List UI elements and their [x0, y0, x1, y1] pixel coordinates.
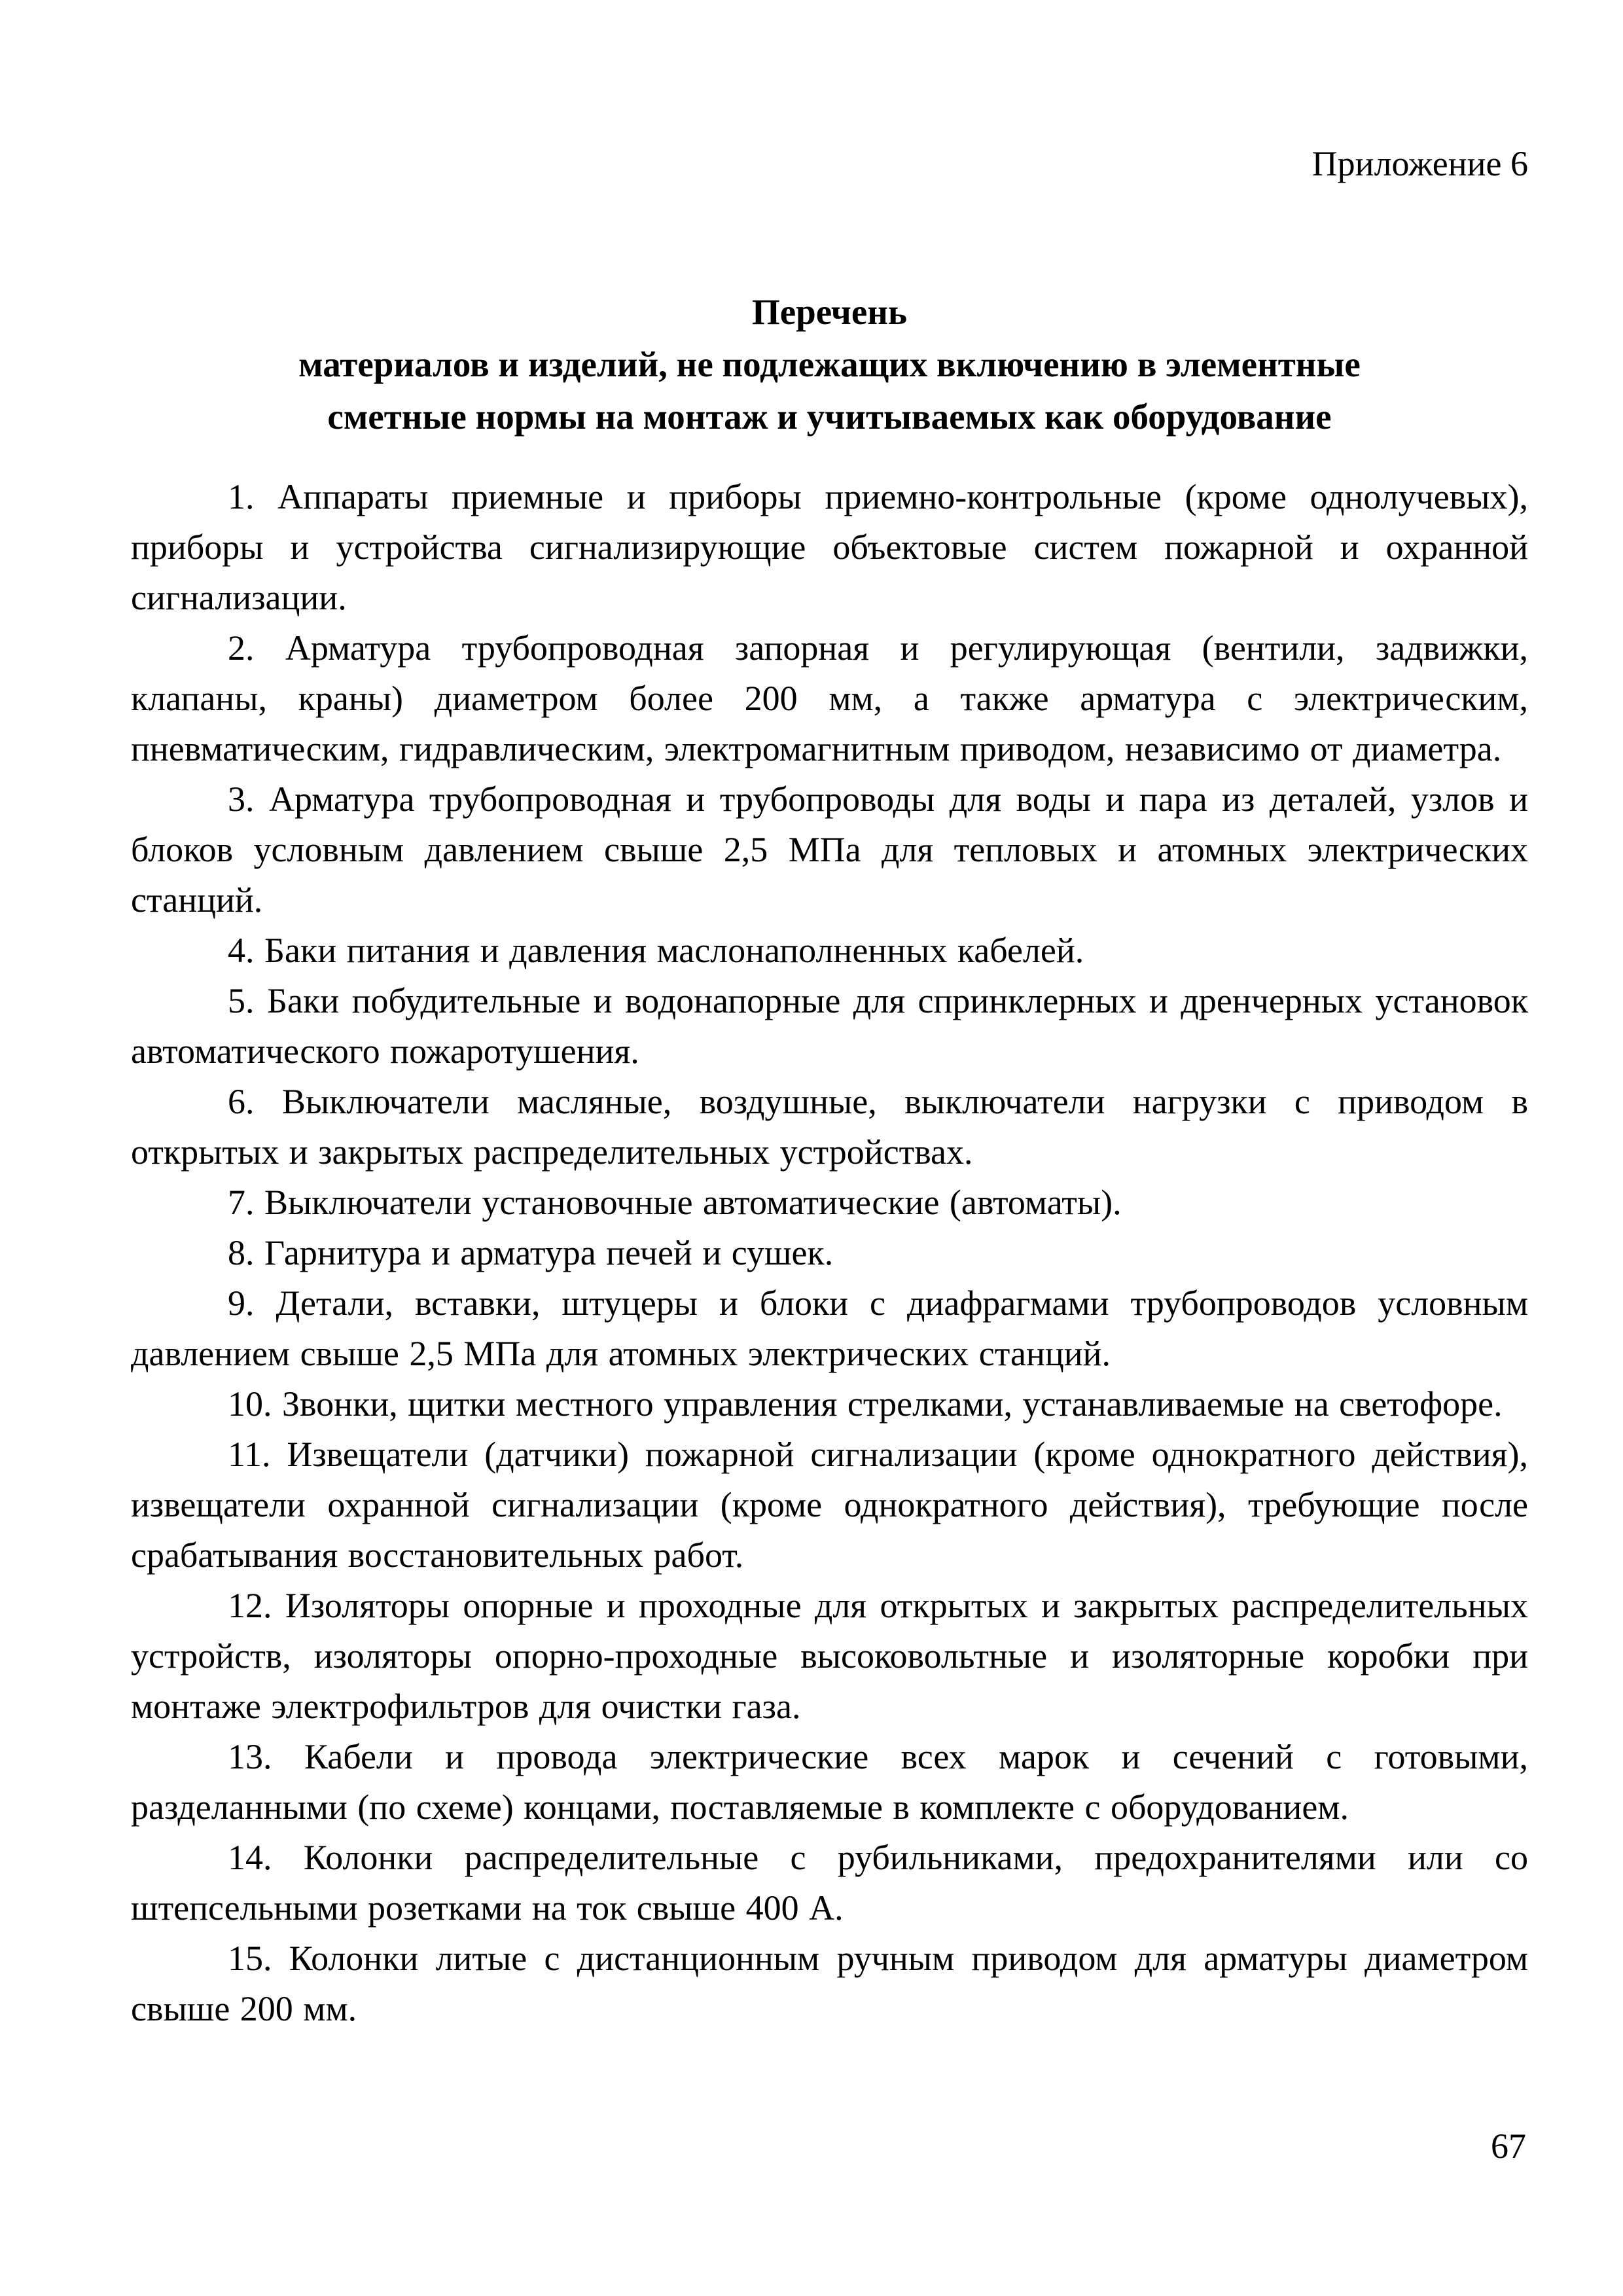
list-item-4: 4. Баки питания и давления маслонаполненных кабелей. — [228, 931, 1084, 970]
list-item-8: 8. Гарнитура и арматура печей и сушек. — [228, 1233, 834, 1272]
text-block — [131, 0, 1528, 2034]
list-item-6: 6. Выключатели масляные, воздушные, выключатели нагрузки с приводом в открытых и закрытых распределительных устройствах. — [131, 1082, 1528, 1172]
list-item-7: 7. Выключатели установочные автоматические (автоматы). — [228, 1183, 1122, 1222]
list-item-11: 11. Извещатели (датчики) пожарной сигнализации (кроме однократного действия), извещатели охранной сигнализации (кроме однократного действия), требующие после срабатывания восстановительных работ. — [131, 1435, 1528, 1575]
list-item-15: 15. Колонки литые с дистанционным ручным приводом для арматуры диаметром свыше 200 мм. — [131, 1939, 1528, 2028]
document-title-line-3: сметные нормы на монтаж и учитываемых как оборудование — [327, 397, 1332, 437]
list-item-12: 12. Изоляторы опорные и проходные для открытых и закрытых распределительных устройств, изоляторы опорно-проходные высоковольтные и изоляторные коробки при монтаже электрофильтров для очистки газа. — [131, 1586, 1528, 1726]
document-title — [131, 286, 1528, 443]
appendix-label: Приложение 6 — [1311, 144, 1528, 183]
list-item-13: 13. Кабели и провода электрические всех марок и сечений с готовыми, разделанными (по схеме) концами, поставляемые в комплекте с оборудованием. — [131, 1737, 1528, 1827]
list-item-14: 14. Колонки распределительные с рубильниками, предохранителями или со штепсельными розетками на ток свыше 400 А. — [131, 1838, 1528, 1928]
page-number: 67 — [1491, 2126, 1526, 2166]
list-item-2: 2. Арматура трубопроводная запорная и регулирующая (вентили, задвижки, клапаны, краны) диаметром более 200 мм, а также арматура с электрическим, пневматическим, гидравлическим, электромагнитным приводом, независимо от диаметра. — [131, 628, 1528, 768]
list-item-10: 10. Звонки, щитки местного управления стрелками, устанавливаемые на светофоре. — [228, 1384, 1503, 1424]
list-item-5: 5. Баки побудительные и водонапорные для спринклерных и дренчерных установок автоматического пожаротушения. — [131, 981, 1528, 1071]
list-item-3: 3. Арматура трубопроводная и трубопроводы для воды и пара из деталей, узлов и блоков условным давлением свыше 2,5 МПа для тепловых и атомных электрических станций. — [131, 780, 1528, 920]
document-title-line-2: материалов и изделий, не подлежащих включению в элементные — [298, 344, 1361, 384]
document-title-line-1: Перечень — [751, 292, 908, 332]
list-item-9: 9. Детали, вставки, штуцеры и блоки с диафрагмами трубопроводов условным давлением свыше 2,5 МПа для атомных электрических станций. — [131, 1283, 1528, 1373]
list-item-1: 1. Аппараты приемные и приборы приемно-контрольные (кроме однолучевых), приборы и устройства сигнализирующие объектовые систем пожарной и охранной сигнализации. — [131, 477, 1528, 617]
item-list — [131, 472, 1528, 2034]
